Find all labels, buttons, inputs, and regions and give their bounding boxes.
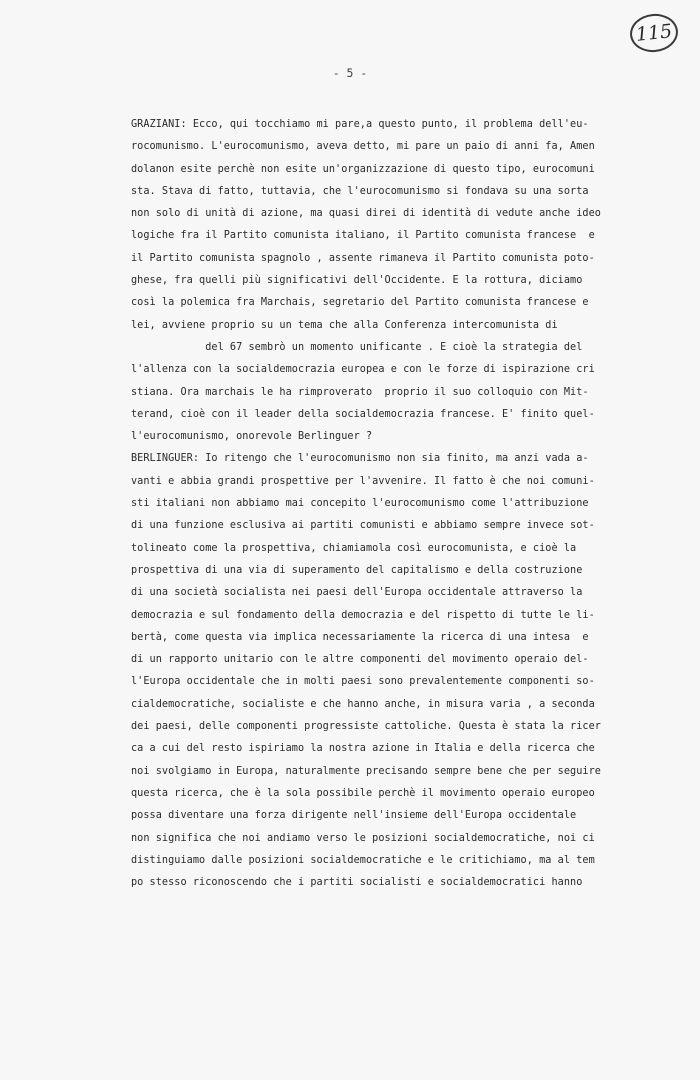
text-line: vanti e abbia grandi prospettive per l'avvenire. Il fatto è che noi comuni- (131, 475, 595, 487)
text-line: lei, avviene proprio su un tema che alla Conferenza intercomunista di (131, 319, 558, 331)
text-line: GRAZIANI: Ecco, qui tocchiamo mi pare,a questo punto, il problema dell'eu- (131, 119, 589, 130)
body-text (131, 114, 671, 894)
text-line: non solo di unità di azione, ma quasi direi di identità di vedute anche ideo (131, 208, 601, 220)
text-line: cialdemocratiche, socialiste e che hanno anche, in misura varia , a seconda (131, 698, 595, 710)
text-line: prospettiva di una via di superamento del capitalismo e della costruzione (131, 564, 583, 576)
text-line: distinguiamo dalle posizioni socialdemocratiche e le critichiamo, ma al tem (131, 854, 595, 866)
stamp-number: 115 (634, 20, 674, 46)
text-line: bertà, come questa via implica necessariamente la ricerca di una intesa e (131, 631, 589, 643)
text-line: l'Europa occidentale che in molti paesi sono prevalentemente componenti so- (131, 676, 595, 688)
text-line: di una funzione esclusiva ai partiti comunisti e abbiamo sempre invece sot- (131, 520, 595, 532)
text-line: così la polemica fra Marchais, segretario del Partito comunista francese e (131, 297, 589, 309)
text-line: l'allenza con la socialdemocrazia europea e con le forze di ispirazione cri (131, 364, 595, 376)
text-line: sta. Stava di fatto, tuttavia, che l'eurocomunismo si fondava su una sorta (131, 185, 589, 197)
text-line: noi svolgiamo in Europa, naturalmente precisando sempre bene che per seguire (131, 765, 601, 777)
text-line: ca a cui del resto ispiriamo la nostra azione in Italia e della ricerca che (131, 743, 595, 755)
text-line: terand, cioè con il leader della socialdemocrazia francese. E' finito quel- (131, 408, 595, 420)
text-line: questa ricerca, che è la sola possibile perchè il movimento operaio europeo (131, 787, 595, 799)
text-line: BERLINGUER: Io ritengo che l'eurocomunismo non sia finito, ma anzi vada a- (131, 453, 589, 465)
text-line: logiche fra il Partito comunista italiano, il Partito comunista francese e (131, 230, 595, 242)
text-line: ghese, fra quelli più significativi dell'Occidente. E la rottura, diciamo (131, 275, 583, 287)
page-number: - 5 - (332, 66, 368, 80)
text-line: di una società socialista nei paesi dell'Europa occidentale attraverso la (131, 587, 583, 599)
text-line: rocomunismo. L'eurocomunismo, aveva detto, mi pare un paio di anni fa, Amen (131, 141, 595, 153)
text-line: tolineato come la prospettiva, chiamiamola così eurocomunista, e cioè la (131, 542, 577, 554)
text-line: possa diventare una forza dirigente nell'insieme dell'Europa occidentale (131, 810, 577, 822)
text-line: po stesso riconoscendo che i partiti socialisti e socialdemocratici hanno (131, 877, 583, 889)
text-line: di un rapporto unitario con le altre componenti del movimento operaio del- (131, 654, 589, 666)
text-line: dolanon esite perchè non esite un'organizzazione di questo tipo, eurocomuni (131, 163, 595, 175)
text-line: non significa che noi andiamo verso le posizioni socialdemocratiche, noi ci (131, 832, 595, 844)
text-line: stiana. Ora marchais le ha rimproverato proprio il suo colloquio con Mit- (131, 386, 589, 398)
text-line: dei paesi, delle componenti progressiste cattoliche. Questa è stata la ricer (131, 721, 601, 733)
archive-stamp (628, 12, 680, 55)
text-line: del 67 sembrò un momento unificante . E cioè la strategia del (131, 341, 583, 353)
text-line: il Partito comunista spagnolo , assente rimaneva il Partito comunista poto- (131, 252, 595, 264)
text-line: sti italiani non abbiamo mai concepito l'eurocomunismo come l'attribuzione (131, 498, 589, 510)
text-line: democrazia e sul fondamento della democrazia e del rispetto di tutte le li- (131, 609, 595, 621)
text-line: l'eurocomunismo, onorevole Berlinguer ? (131, 431, 373, 443)
